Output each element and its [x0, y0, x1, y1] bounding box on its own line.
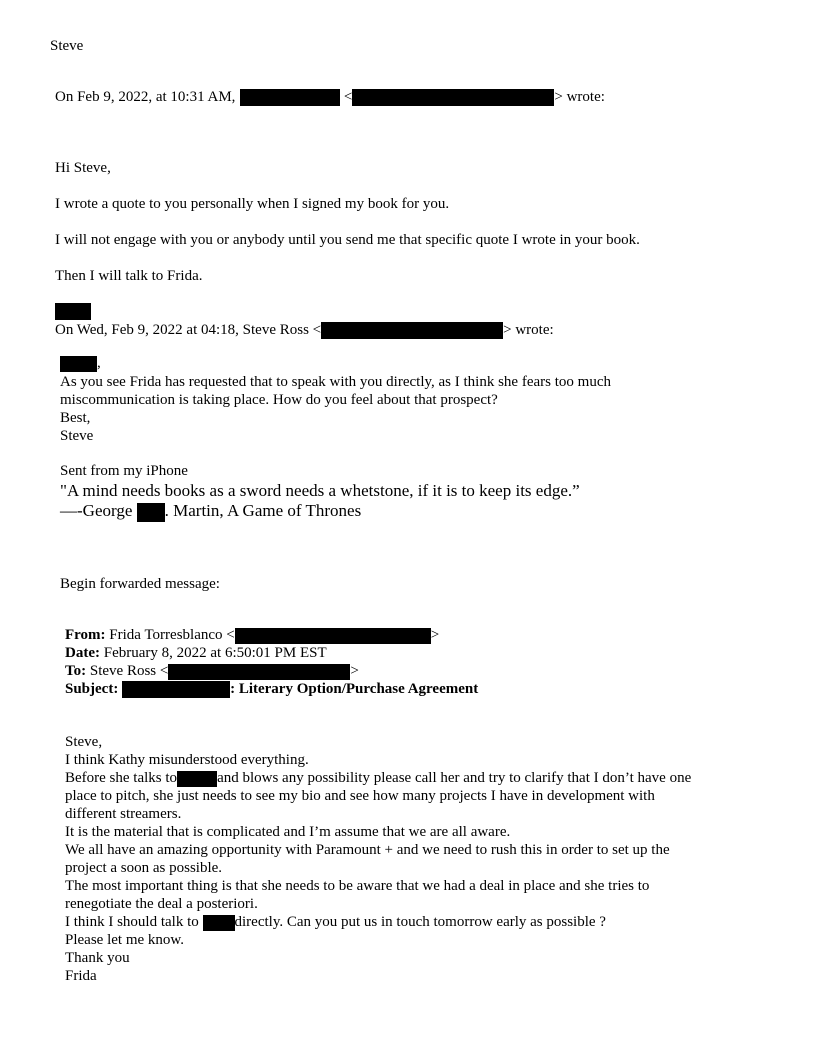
reply-attribution — [55, 89, 605, 106]
attribution-text: On Feb 9, 2022, at 10:31 AM, — [55, 89, 236, 105]
redaction-block — [60, 356, 97, 372]
body-line: Thank you — [65, 950, 130, 966]
forwarded-date — [65, 645, 327, 662]
forwarded-from — [65, 627, 439, 644]
body-text: I think I should talk to — [65, 914, 199, 930]
subject-value: : Literary Option/Purchase Agreement — [230, 681, 479, 697]
redaction-block — [168, 664, 350, 680]
reply-paragraph: I will not engage with you or anybody until you send me that specific quote I wrote in your book. — [55, 232, 640, 248]
reply-paragraph: Then I will talk to Frida. — [55, 268, 203, 284]
body-line: Steve, — [65, 734, 103, 750]
redaction-block — [235, 628, 431, 644]
body-line: renegotiate the deal a posteriori. — [65, 896, 258, 912]
forwarded-to — [65, 663, 359, 680]
to-gt: > — [350, 663, 359, 679]
lt-symbol: < — [343, 89, 353, 105]
body-line: Please let me know. — [65, 932, 184, 948]
body-line: different streamers. — [65, 806, 182, 822]
forwarded-subject — [65, 681, 478, 698]
from-value: Frida Torresblanco < — [109, 627, 235, 643]
date-label: Date: — [65, 645, 100, 661]
header-name: Steve — [50, 38, 84, 54]
book-quote: "A mind needs books as a sword needs a whetstone, if it is to keep its edge.” — [60, 481, 580, 500]
quoted-line: Best, — [60, 410, 91, 426]
quoted-line: miscommunication is taking place. How do you feel about that prospect? — [60, 392, 498, 408]
body-line: The most important thing is that she needs to be aware that we had a deal in place and she tries to — [65, 878, 650, 894]
body-signature: Frida — [65, 968, 97, 984]
body-line: place to pitch, she just needs to see my bio and see how many projects I have in development with — [65, 788, 655, 804]
redaction-block — [137, 503, 165, 522]
begin-forwarded: Begin forwarded message: — [60, 576, 220, 592]
redaction-block — [352, 89, 554, 106]
redaction-block — [122, 681, 230, 698]
quoted-attribution — [55, 322, 554, 339]
quote-author-prefix: —-George — [60, 501, 133, 520]
redaction-block — [321, 322, 503, 339]
body-text: and blows any possibility please call her and try to clarify that I don’t have one — [217, 770, 692, 786]
redaction-block — [177, 771, 217, 787]
greeting-comma: , — [97, 355, 101, 371]
body-line: I think Kathy misunderstood everything. — [65, 752, 309, 768]
from-gt: > — [430, 627, 440, 643]
body-line — [65, 914, 606, 931]
body-text: directly. Can you put us in touch tomorrow early as possible ? — [234, 914, 606, 930]
reply-greeting: Hi Steve, — [55, 160, 111, 176]
from-label: From: — [65, 627, 106, 643]
redaction-block — [240, 89, 340, 106]
redaction-block — [203, 915, 235, 931]
body-line: project a soon as possible. — [65, 860, 223, 876]
quoted-line: As you see Frida has requested that to speak with you directly, as I think she fears too much — [60, 374, 611, 390]
sent-from: Sent from my iPhone — [60, 463, 188, 479]
body-text: Before she talks to — [65, 770, 178, 786]
body-line: It is the material that is complicated and I’m assume that we are all aware. — [65, 824, 511, 840]
to-label: To: — [65, 663, 87, 679]
redaction-block — [55, 303, 91, 320]
date-value: February 8, 2022 at 6:50:01 PM EST — [103, 645, 327, 661]
reply-paragraph: I wrote a quote to you personally when I signed my book for you. — [55, 196, 450, 212]
attribution-wrote: > wrote: — [503, 322, 554, 338]
subject-label: Subject: — [65, 681, 119, 697]
quoted-greeting — [60, 355, 101, 372]
to-value: Steve Ross < — [89, 663, 169, 679]
attribution-wrote: > wrote: — [554, 89, 605, 105]
body-line: We all have an amazing opportunity with Paramount + and we need to rush this in order to set up the — [65, 842, 670, 858]
quoted-line: Steve — [60, 428, 94, 444]
quote-author-suffix: . Martin, A Game of Thrones — [164, 501, 362, 520]
book-quote-attribution — [60, 501, 361, 522]
attribution-text: On Wed, Feb 9, 2022 at 04:18, Steve Ross < — [55, 322, 322, 338]
body-line — [65, 770, 691, 787]
